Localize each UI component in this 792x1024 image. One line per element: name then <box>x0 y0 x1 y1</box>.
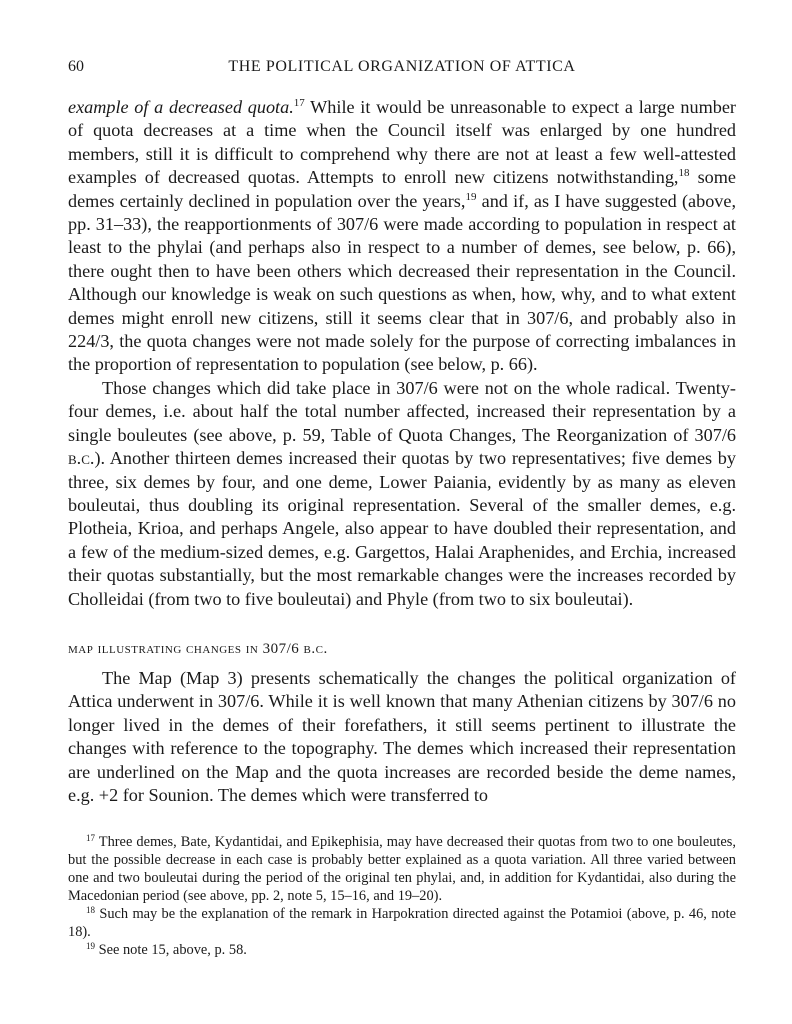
footnote-19: $^{19}$ See note 15, above, p. 58. <box>86 941 247 959</box>
paragraph-2: Those changes which did take place in 307/6 were not on the whole radical. Twenty-four demes, i.e. about half the total number affected, increased their representation by a single bouleutes (see above, p. 59, Table of Quota Changes, The Reorganization of 307/6 b.c.). Another thirteen demes increased their quotas by two representatives; five demes by three, six demes by four, and one deme, Lower Paiania, evidently by as many as eleven bouleutai, thus doubling its original representation. Several of the smaller demes, e.g. Plotheia, Krioa, and perhaps Angele, also appear to have doubled their representation, and a few of the medium-sized demes, e.g. Gargettos, Halai Araphenides, and Erchia, increased their quotas substantially, but the most remarkable changes were the increases recorded by Cholleidai (from two to five bouleutai) and Phyle (from two to six bouleutai). <box>68 377 736 609</box>
footnote-ref-18: 18 <box>678 167 690 180</box>
footnote-17: $^{17}$ Three demes, Bate, Kydantidai, and Epikephisia, may have decreased their quotas from two to one bouleutes, but the possible decrease in each case is probably better explained as a quota variation. All three varied between one and two bouleutai during the period of the original ten phylai, and, in addition for Kydantidai, also during the Macedonian period (see above, pp. 2, note 5, 15–16, and 19–20). <box>68 833 736 905</box>
page <box>68 58 736 959</box>
body-text <box>68 96 736 807</box>
paragraph-1: example of a decreased quota.$^{17}$ While it would be unreasonable to expect a large number of quota decreases at a time when the Council itself was enlarged by one hundred members, still it is difficult to comprehend why there are not at least a few well-attested examples of decreased quotas. Attempts to enroll new citizens notwithstanding,$^{18}$ some demes certainly declined in population over the years,$^{19}$ and if, as I have suggested (above, pp. 31–33), the reapportionments of 307/6 were made according to population in respect at least to the phylai (and perhaps also in respect to a number of demes, see below, p. 66), there ought then to have been others which decreased their representation in the Council. Although our knowledge is weak on such questions as when, how, why, and to what extent demes might enroll new citizens, still it seems clear that in 307/6, and probably also in 224/3, the quota changes were not made solely for the purpose of correcting imbalances in the proportion of representation to population (see below, p. 66). <box>68 97 736 375</box>
running-head <box>68 58 736 84</box>
footnote-18: $^{18}$ Such may be the explanation of the remark in Harpokration directed against the Potamioi (above, p. 46, note 18). <box>68 905 736 941</box>
era-abbrev: b.c. <box>68 448 95 469</box>
paragraph-3: The Map (Map 3) presents schematically the changes the political organization of Attica underwent in 307/6. While it is well known that many Athenian citizens by 307/6 no longer lived in the demes of their forefathers, it still seems pertinent to illustrate the changes with reference to the topography. The demes which increased their representation are underlined on the Map and the quota increases are recorded beside the deme names, e.g. +2 for Sounion. The demes which were transferred to <box>68 667 736 805</box>
footnote-ref-19: 19 <box>465 190 477 203</box>
running-title: THE POLITICAL ORGANIZATION OF ATTICA <box>228 58 576 75</box>
page-number: 60 <box>68 58 84 75</box>
footnotes <box>68 833 736 959</box>
section-heading: map illustrating changes in 307/6 b.c. <box>68 640 328 657</box>
footnote-ref-17: 17 <box>293 97 305 109</box>
italic-phrase: example of a decreased quota. <box>68 97 294 117</box>
